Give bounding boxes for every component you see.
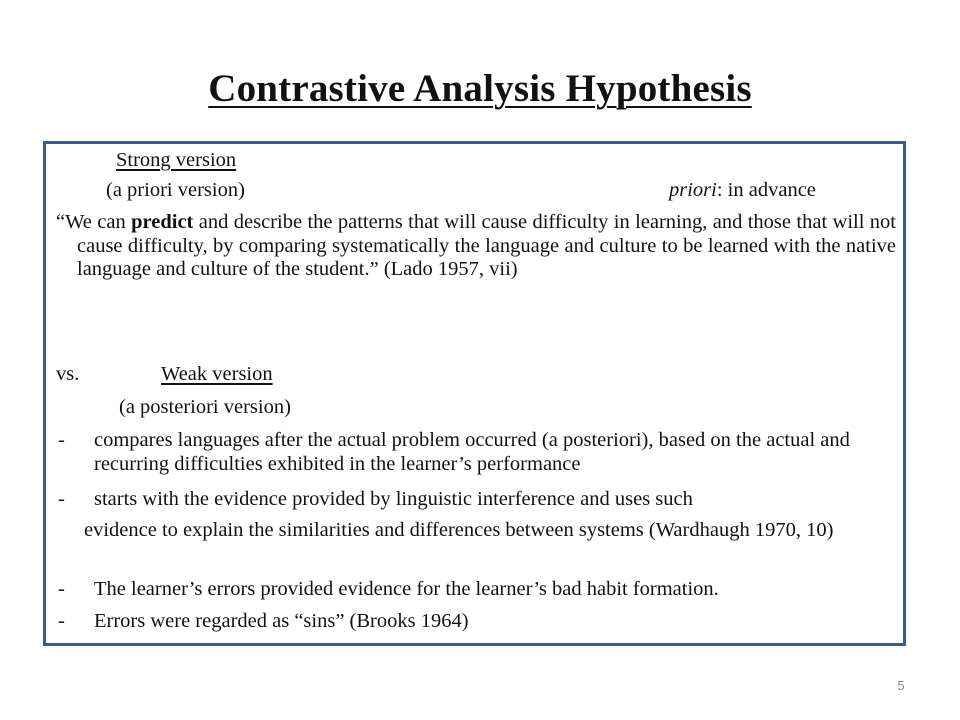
list-item	[58, 610, 896, 634]
list-item	[58, 488, 896, 512]
bullet-dash: -	[58, 429, 65, 451]
bullet-text: compares languages after the actual problem occurred (a posteriori), based on the actual and recurring difficulties exhibited in the learner’s performance	[94, 429, 850, 475]
bullet-continuation	[84, 519, 850, 543]
bullet-text: starts with the evidence provided by linguistic interference and uses such	[94, 488, 693, 510]
bullet-dash: -	[58, 610, 65, 632]
bullet-text: Errors were regarded as “sins” (Brooks 1964)	[94, 610, 469, 632]
list-item	[58, 578, 896, 602]
slide-title: Contrastive Analysis Hypothesis	[208, 67, 752, 110]
priori-term: priori	[669, 179, 717, 201]
weak-version-heading: Weak version	[161, 363, 273, 385]
priori-note	[669, 178, 816, 202]
quote-bold-predict: predict	[131, 211, 194, 233]
quote-rest: and describe the patterns that will cause difficulty in learning, and those that will not cause difficulty, by comparing systematically the language and culture to be learned with the native language and culture of the student.” (Lado 1957, vii)	[77, 211, 896, 280]
list-item	[58, 429, 896, 477]
priori-definition: : in advance	[716, 179, 816, 201]
vs-label: vs.	[56, 363, 80, 385]
bullet-dash: -	[58, 578, 65, 600]
lado-quote	[56, 211, 896, 282]
quote-open: “We can	[56, 211, 132, 233]
continuation-text: evidence to explain the similarities and differences between systems (Wardhaugh 1970, 10)	[84, 519, 834, 541]
bullet-dash: -	[58, 488, 65, 510]
weak-version-subheading: (a posteriori version)	[119, 396, 291, 418]
strong-version-subheading: (a priori version)	[106, 179, 245, 201]
page-number: 5	[897, 678, 905, 693]
strong-version-heading: Strong version	[116, 149, 237, 171]
bullet-text: The learner’s errors provided evidence for the learner’s bad habit formation.	[94, 578, 719, 600]
